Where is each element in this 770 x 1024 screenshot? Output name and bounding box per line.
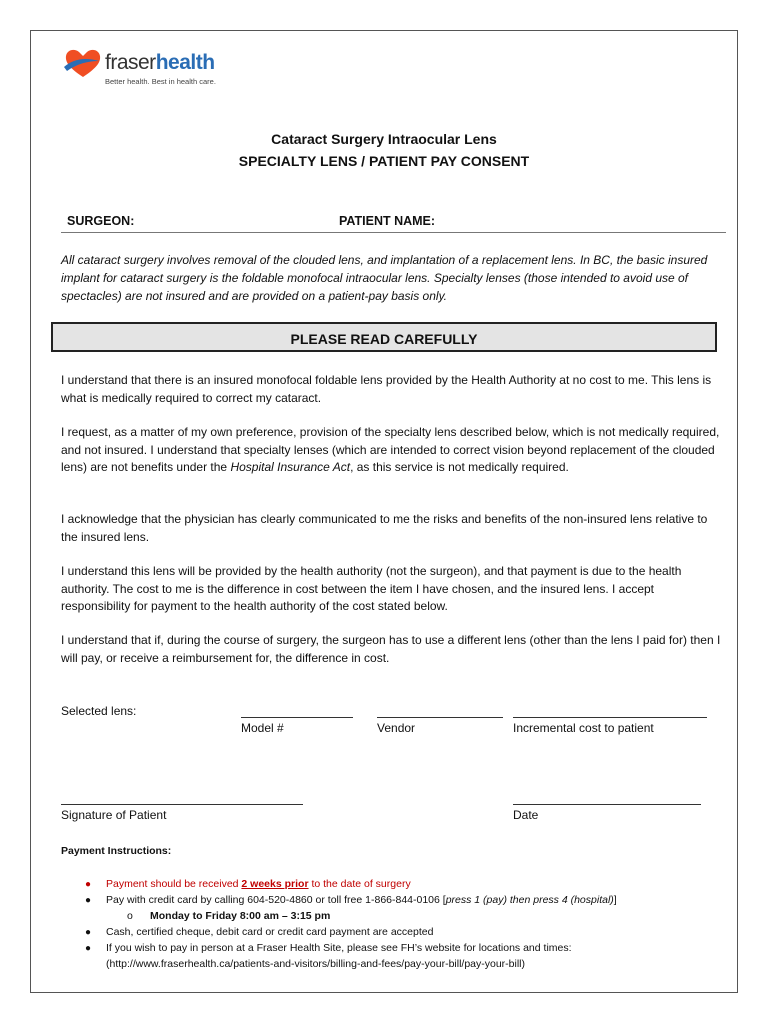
fraser-health-logo (63, 47, 233, 101)
consent-form-page (30, 30, 738, 993)
bullet-icon: ● (85, 927, 92, 938)
payment-instructions-title: Payment Instructions: (61, 845, 172, 857)
vendor-input-line[interactable] (377, 717, 503, 718)
model-label: Model # (241, 721, 284, 735)
incremental-cost-label: Incremental cost to patient (513, 721, 654, 735)
payment-deadline-item: Payment should be received 2 weeks prior to the date of surgery (106, 878, 411, 890)
date-input-line[interactable] (513, 804, 701, 805)
paragraph-lens-change: I understand that if, during the course of surgery, the surgeon has to use a different lens (other than the lens I paid for) then I will pay, or receive a reimbursement for, the difference in cost. (61, 633, 721, 665)
bullet-icon: ● (85, 895, 92, 906)
signature-input-line[interactable] (61, 804, 303, 805)
model-input-line[interactable] (241, 717, 353, 718)
paragraph-payment-responsibility: I understand this lens will be provided by the health authority (not the surgeon), and that payment is due to the health authority. The cost to me is the difference in cost between the item I have chosen, and the insured lens. I accept responsibility for payment to the health authority of the cost stated below. (61, 564, 682, 613)
logo-tagline: Better health. Best in health care. (105, 77, 216, 86)
bullet-icon: ● (85, 943, 92, 954)
date-label: Date (513, 808, 539, 822)
office-hours: Monday to Friday 8:00 am – 3:15 pm (150, 910, 331, 922)
cost-input-line[interactable] (513, 717, 707, 718)
credit-card-item: Pay with credit card by calling 604-520-4860 or toll free 1-866-844-0106 [press 1 (pay) then press 4 (hospital)] (106, 894, 617, 906)
payment-url-link[interactable]: (http://www.fraserhealth.ca/patients-and-visitors/billing-and-fees/pay-your-bill/pay-your-bill) (106, 958, 526, 970)
sub-bullet-marker: o (127, 910, 133, 922)
paragraph-specialty-request: I request, as a matter of my own preference, provision of the specialty lens described below, which is not medically required, and not insured. I understand that specialty lenses (which are intended to correct vision beyond replacement of the clouded lens) are not benefits under the Hospital Insurance Act, as this service is not medically required. (61, 425, 720, 474)
vendor-label: Vendor (377, 721, 416, 735)
patient-name-label: PATIENT NAME: (339, 214, 436, 228)
paragraph-risks: I acknowledge that the physician has clearly communicated to me the risks and benefits of the non-insured lens relative to the insured lens. (61, 512, 708, 544)
selected-lens-label: Selected lens: (61, 704, 137, 718)
accepted-payments-item: Cash, certified cheque, debit card or credit card payment are accepted (106, 926, 434, 938)
please-read-banner: PLEASE READ CAREFULLY (51, 322, 717, 352)
form-title: Cataract Surgery Intraocular Lens (271, 131, 497, 147)
heart-logo-icon (63, 47, 103, 81)
signature-label: Signature of Patient (61, 808, 167, 822)
form-subtitle: SPECIALTY LENS / PATIENT PAY CONSENT (238, 153, 530, 169)
intro-text: All cataract surgery involves removal of the clouded lens, and implantation of a replacement lens. In BC, the basic insured implant for cataract surgery is the foldable monofocal intraocular lens. Specialty lenses (those intended to avoid use of spectacles) are not insured and are provided on a patient-pay basis only. (61, 253, 708, 303)
in-person-item: If you wish to pay in person at a Fraser Health Site, please see FH’s website for locations and times: (106, 942, 572, 954)
logo-wordmark: fraserhealth (105, 51, 215, 74)
paragraph-insured-lens: I understand that there is an insured monofocal foldable lens provided by the Health Authority at no cost to me. This lens is what is medically required to correct my cataract. (61, 373, 712, 405)
header-fields (61, 214, 726, 233)
surgeon-label: SURGEON: (67, 214, 135, 228)
bullet-icon: ● (85, 879, 92, 890)
